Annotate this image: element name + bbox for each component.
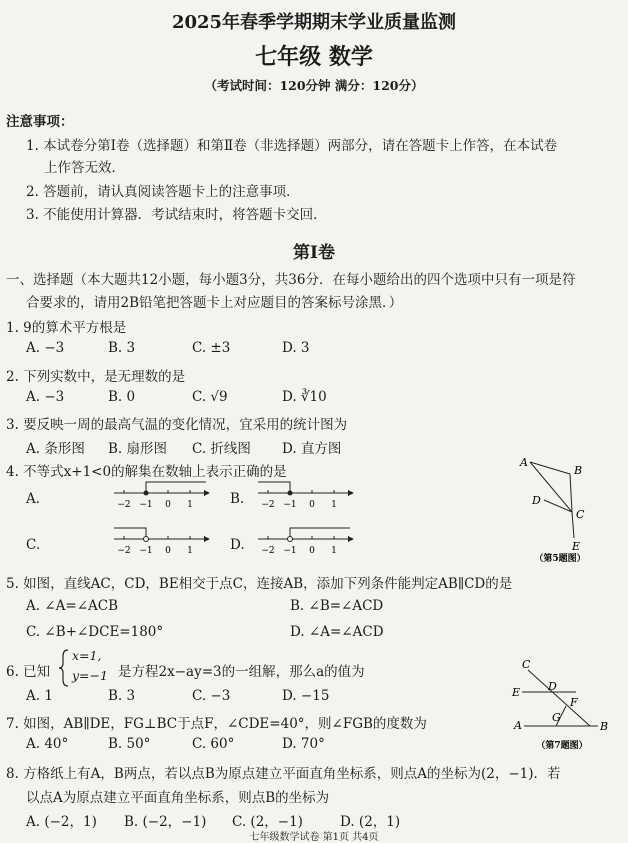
question-5-stem: 5. 如图，直线AC，CD，BE相交于点C，连接AB，添加下列条件能判定AB∥CD的是	[6, 576, 513, 592]
system-eq-2: y=−1	[72, 668, 108, 683]
point-label-c: C	[576, 508, 585, 521]
q4-option-a: A.	[26, 491, 41, 507]
note-item: 2. 答题前，请认真阅读答题卡上的注意事项．	[26, 184, 300, 200]
point-label-a: A	[520, 456, 528, 469]
section-intro: 合要求的，请用2B铅笔把答题卡上对应题目的答案标号涂黑．）	[26, 295, 403, 311]
system-eq-1: x=1,	[72, 648, 102, 663]
q3-option-d: D. 直方图	[282, 441, 342, 457]
q5-option-d: D. ∠A=∠ACD	[290, 624, 384, 640]
q8-option-c: C. (2，−1)	[232, 814, 303, 830]
exam-title: 2025年春季学期期末学业质量监测	[171, 12, 457, 33]
q5-option-a: A. ∠A=∠ACB	[26, 598, 119, 614]
exam-subtitle: 七年级 数学	[255, 44, 373, 70]
point-label-c: C	[522, 658, 531, 671]
q6-option-c: C. −3	[192, 688, 231, 704]
question-8-stem-cont: 以点A为原点建立平面直角坐标系，则点B的坐标为	[26, 790, 330, 806]
tick-label: −1	[283, 546, 297, 556]
q1-option-b: B. 3	[108, 340, 136, 356]
q4-option-c: C.	[26, 537, 41, 553]
q7-option-a: A. 40°	[26, 736, 69, 752]
tick-label: 1	[331, 546, 337, 556]
note-item: 3. 不能使用计算器．考试结束时，将答题卡交回．	[26, 207, 327, 223]
q8-option-a: A. (−2，1)	[26, 814, 97, 830]
notes-heading: 注意事项：	[6, 114, 74, 130]
point-label-e: E	[572, 540, 581, 553]
q3-option-b: B. 扇形图	[108, 441, 168, 457]
system-brace-icon	[58, 648, 70, 688]
q8-option-d: D. (2，1)	[340, 814, 401, 830]
question-6-suffix: 是方程2x−ay=3的一组解，那么a的值为	[118, 664, 365, 680]
section-intro: 一、选择题（本大题共12小题，每小题3分，共36分．在每小题给出的四个选项中只有一项是符	[6, 272, 576, 288]
tick-label: −1	[139, 546, 153, 556]
tick-label: −1	[283, 500, 297, 510]
q5-option-c: C. ∠B+∠DCE=180°	[26, 624, 164, 640]
note-item: 上作答无效．	[44, 160, 125, 176]
q1-option-a: A. −3	[26, 340, 65, 356]
page-footer: 七年级数学试卷 第1页 共4页	[249, 832, 379, 843]
question-2-stem: 2. 下列实数中，是无理数的是	[6, 369, 186, 385]
point-label-g: G	[552, 711, 561, 724]
figure-5-caption: （第5题图）	[534, 554, 586, 564]
q1-option-d: D. 3	[282, 340, 310, 356]
point-label-f: F	[570, 696, 578, 709]
q6-option-d: D. −15	[282, 688, 330, 704]
question-4-stem: 4. 不等式x+1<0的解集在数轴上表示正确的是	[6, 464, 287, 480]
q2-option-c: C. √9	[192, 389, 228, 405]
figure-7	[508, 656, 616, 756]
note-item: 1. 本试卷分第Ⅰ卷（选择题）和第Ⅱ卷（非选择题）两部分，请在答题卡上作答，在本试卷	[26, 138, 558, 154]
tick-label: 1	[331, 500, 337, 510]
q6-option-b: B. 3	[108, 688, 136, 704]
q4-number-line-a	[110, 478, 210, 514]
q7-option-c: C. 60°	[192, 736, 235, 752]
tick-label: −2	[117, 546, 131, 556]
point-label-b: B	[600, 720, 609, 733]
figure-7-caption: （第7题图）	[536, 741, 588, 751]
q3-option-a: A. 条形图	[26, 441, 85, 457]
q2-option-b: B. 0	[108, 389, 136, 405]
section-title: 第Ⅰ卷	[293, 243, 335, 263]
q2-option-a: A. −3	[26, 389, 65, 405]
tick-label: 0	[309, 546, 315, 556]
tick-label: −2	[261, 546, 275, 556]
question-6-prefix: 6. 已知	[6, 664, 51, 680]
q4-number-line-d	[254, 524, 354, 560]
q6-option-a: A. 1	[26, 688, 53, 704]
point-label-d: D	[548, 680, 557, 693]
tick-label: 1	[187, 500, 193, 510]
q3-option-c: C. 折线图	[192, 441, 251, 457]
q4-option-d: D.	[230, 537, 245, 553]
point-label-a: A	[514, 719, 522, 732]
tick-label: −2	[117, 500, 131, 510]
figure-5	[510, 452, 610, 564]
q7-option-b: B. 50°	[108, 736, 151, 752]
q2-option-d: D. ∛10	[282, 389, 327, 405]
point-label-b: B	[574, 464, 583, 477]
question-1-stem: 1. 9的算术平方根是	[6, 320, 127, 336]
question-7-stem: 7. 如图，AB∥DE，FG⊥BC于点F，∠CDE=40°，则∠FGB的度数为	[6, 716, 427, 732]
q7-option-d: D. 70°	[282, 736, 325, 752]
point-label-e: E	[512, 686, 521, 699]
q4-option-b: B.	[230, 491, 245, 507]
tick-label: 0	[309, 500, 315, 510]
q4-number-line-c	[110, 524, 210, 560]
tick-label: −1	[139, 500, 153, 510]
exam-info: （考试时间：120分钟 满分：120分）	[204, 78, 424, 93]
question-8-stem: 8. 方格纸上有A，B两点，若以点B为原点建立平面直角坐标系，则点A的坐标为(2，−1)．若	[6, 766, 561, 782]
q8-option-b: B. (−2，−1)	[124, 814, 207, 830]
question-3-stem: 3. 要反映一周的最高气温的变化情况，宜采用的统计图为	[6, 417, 348, 433]
tick-label: −2	[261, 500, 275, 510]
q4-number-line-b	[254, 478, 354, 514]
tick-label: 0	[165, 500, 171, 510]
tick-label: 1	[187, 546, 193, 556]
q5-option-b: B. ∠B=∠ACD	[290, 598, 384, 614]
q1-option-c: C. ±3	[192, 340, 231, 356]
tick-label: 0	[165, 546, 171, 556]
point-label-d: D	[532, 494, 541, 507]
